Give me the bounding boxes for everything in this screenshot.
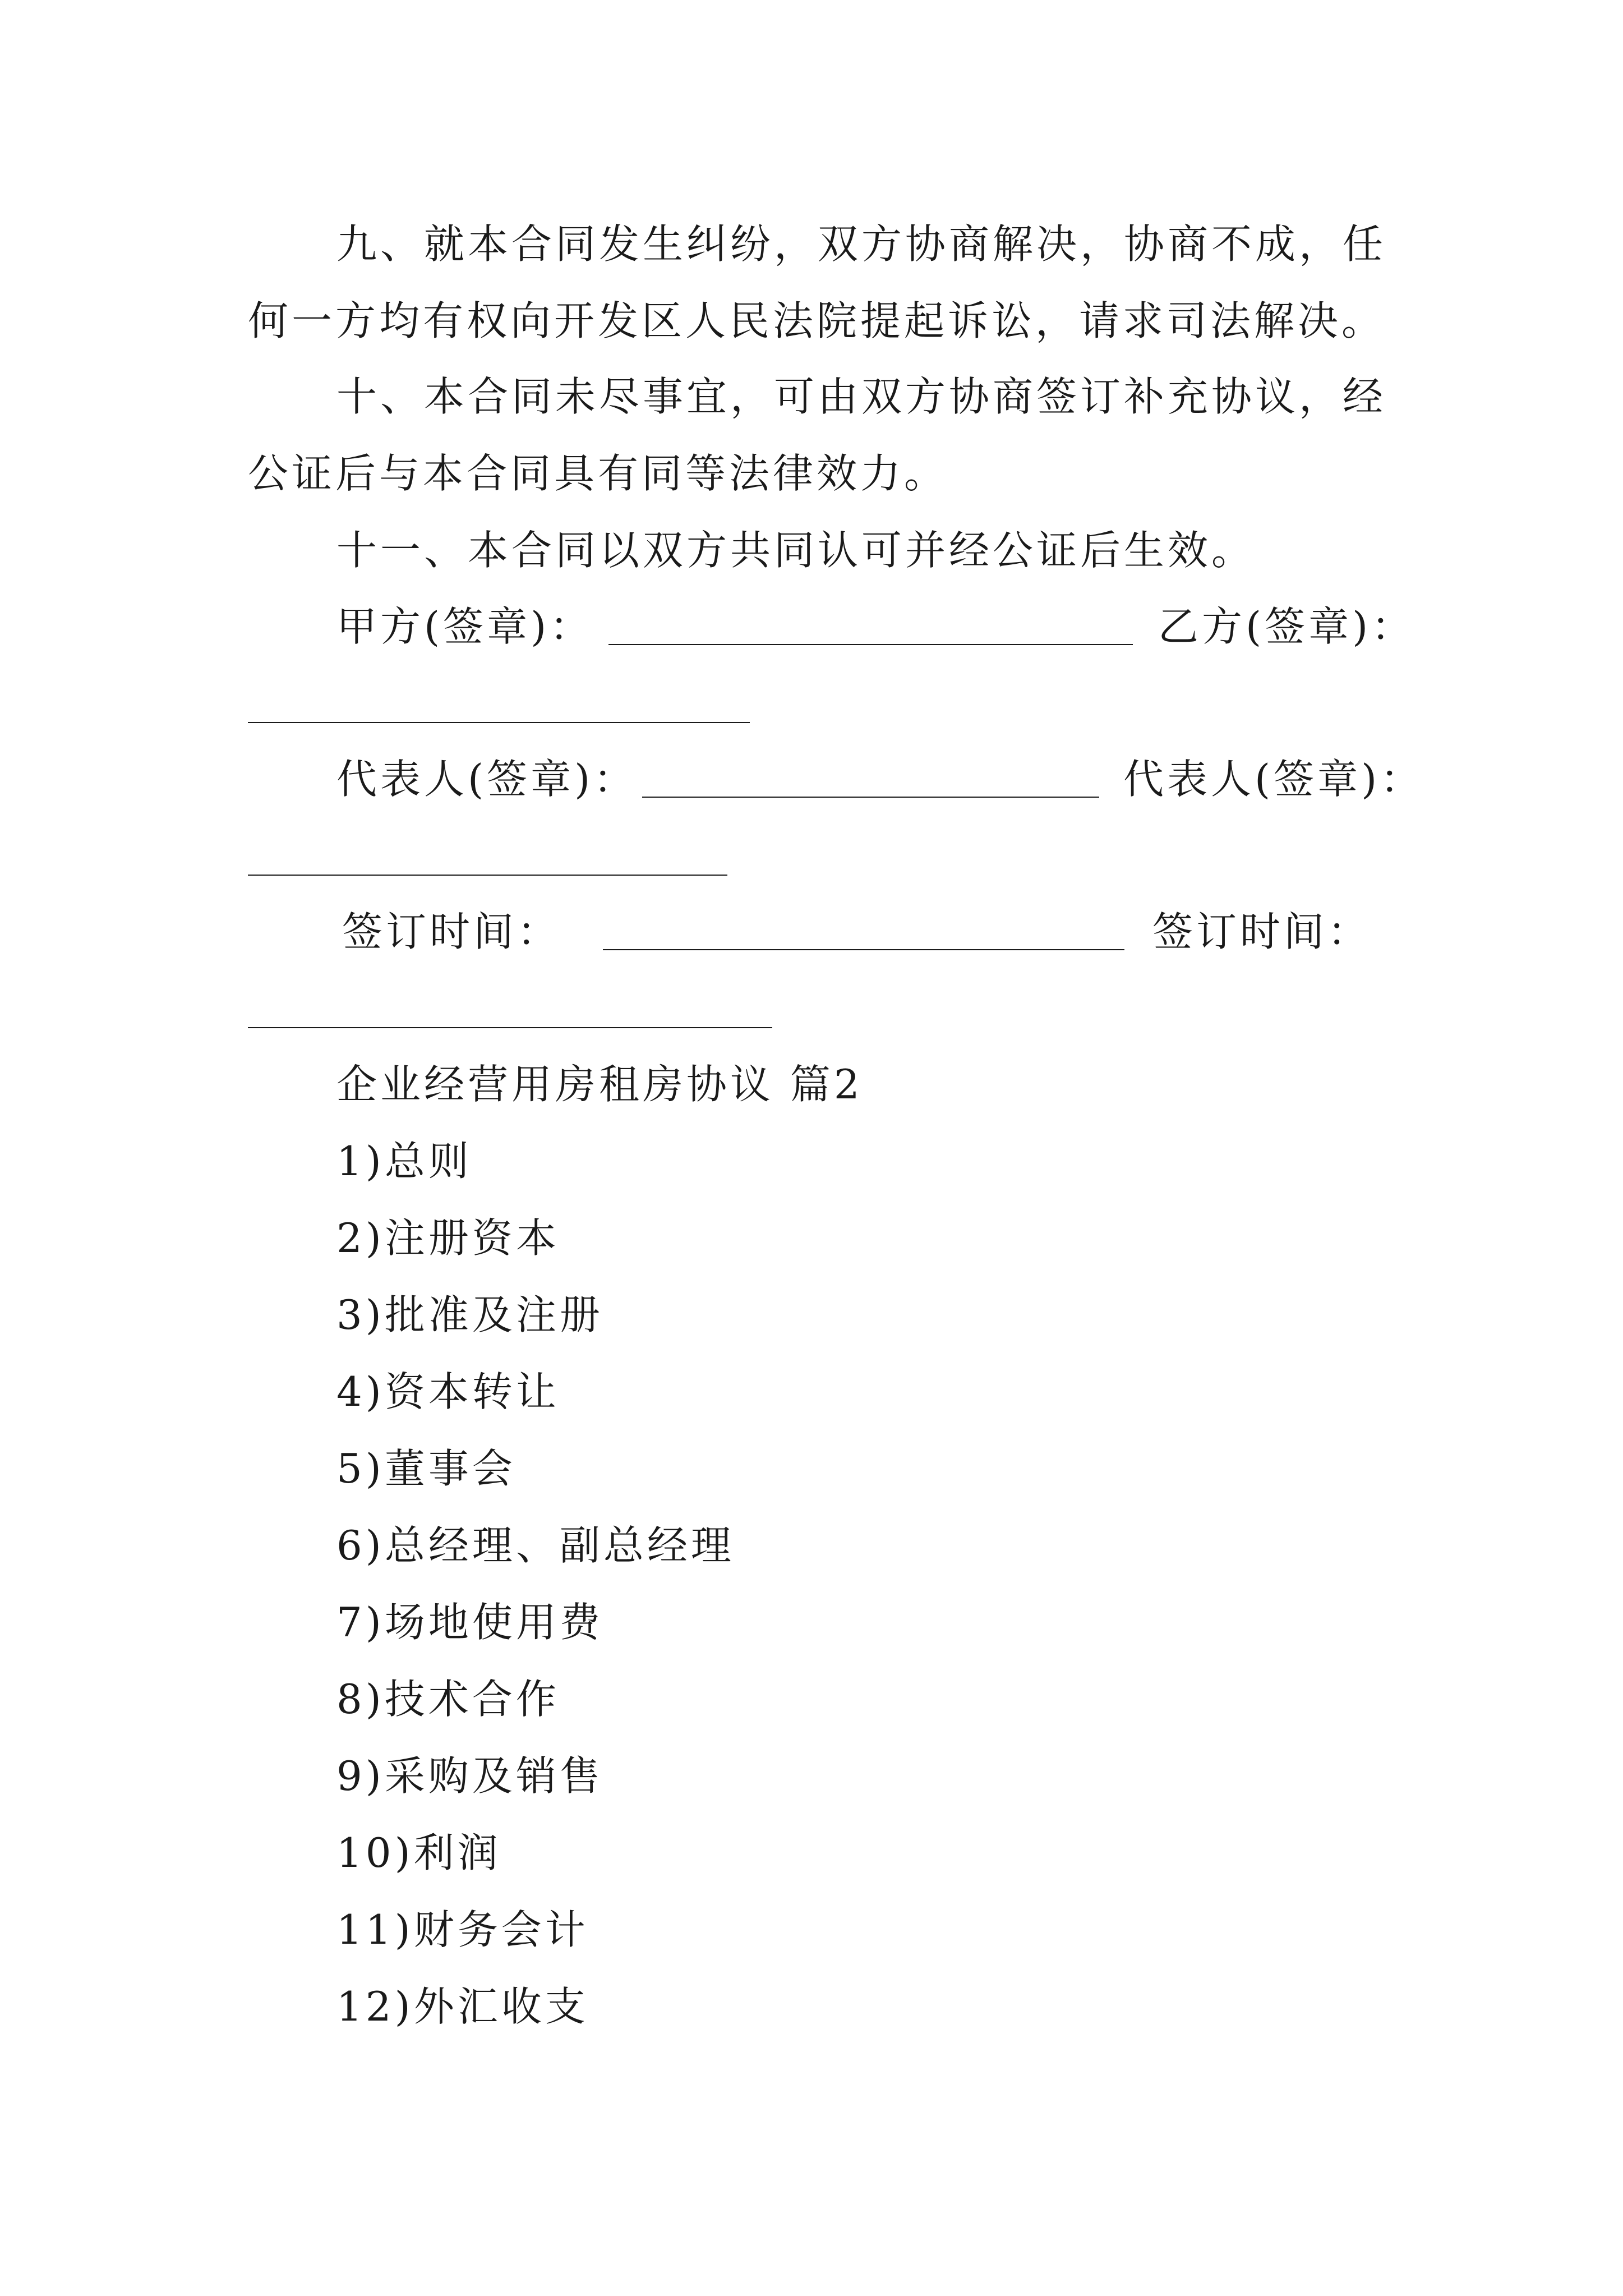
clause-nine-line1: 九、就本合同发生纠纷，双方协商解决，协商不成，任 — [336, 220, 1387, 268]
clause-ten-line1: 十、本合同未尽事宜，可由双方协商签订补充协议，经 — [336, 373, 1387, 420]
toc-item: 10)利润 — [336, 1829, 501, 1876]
toc-item: 2)注册资本 — [336, 1214, 560, 1262]
rep-b-signature-blank — [248, 875, 727, 876]
toc-item: 6)总经理、副总经理 — [336, 1522, 735, 1569]
clause-nine-line2: 何一方均有权向开发区人民法院提起诉讼，请求司法解决。 — [248, 297, 1386, 344]
toc-item: 1)总则 — [336, 1138, 472, 1185]
date-b-blank — [248, 1027, 772, 1028]
rep-b-signature-label: 代表人(签章)： — [1123, 756, 1424, 803]
clause-eleven: 十一、本合同以双方共同认可并经公证后生效。 — [336, 527, 1256, 574]
date-a-blank — [603, 949, 1124, 950]
party-b-signature-label: 乙方(签章)： — [1158, 603, 1415, 650]
party-b-signature-blank — [248, 722, 750, 723]
section-title: 企业经营用房租房协议 篇2 — [336, 1061, 863, 1108]
toc-item: 8)技术合作 — [336, 1676, 560, 1723]
toc-item: 7)场地使用费 — [336, 1599, 603, 1646]
clause-ten-line2: 公证后与本合同具有同等法律效力。 — [248, 450, 948, 497]
rep-a-signature-blank — [642, 797, 1099, 798]
toc-item: 3)批准及注册 — [336, 1291, 603, 1338]
toc-item: 4)资本转让 — [336, 1368, 560, 1415]
date-a-label: 签订时间： — [342, 908, 561, 955]
party-a-signature-label: 甲方(签章)： — [336, 603, 594, 650]
toc-item: 5)董事会 — [336, 1445, 516, 1492]
toc-item: 11)财务会计 — [336, 1906, 589, 1953]
date-b-label: 签订时间： — [1152, 908, 1372, 955]
toc-item: 12)外汇收支 — [336, 1983, 589, 2030]
toc-item: 9)采购及销售 — [336, 1752, 603, 1800]
rep-a-signature-label: 代表人(签章)： — [336, 756, 638, 803]
party-a-signature-blank — [608, 644, 1133, 645]
